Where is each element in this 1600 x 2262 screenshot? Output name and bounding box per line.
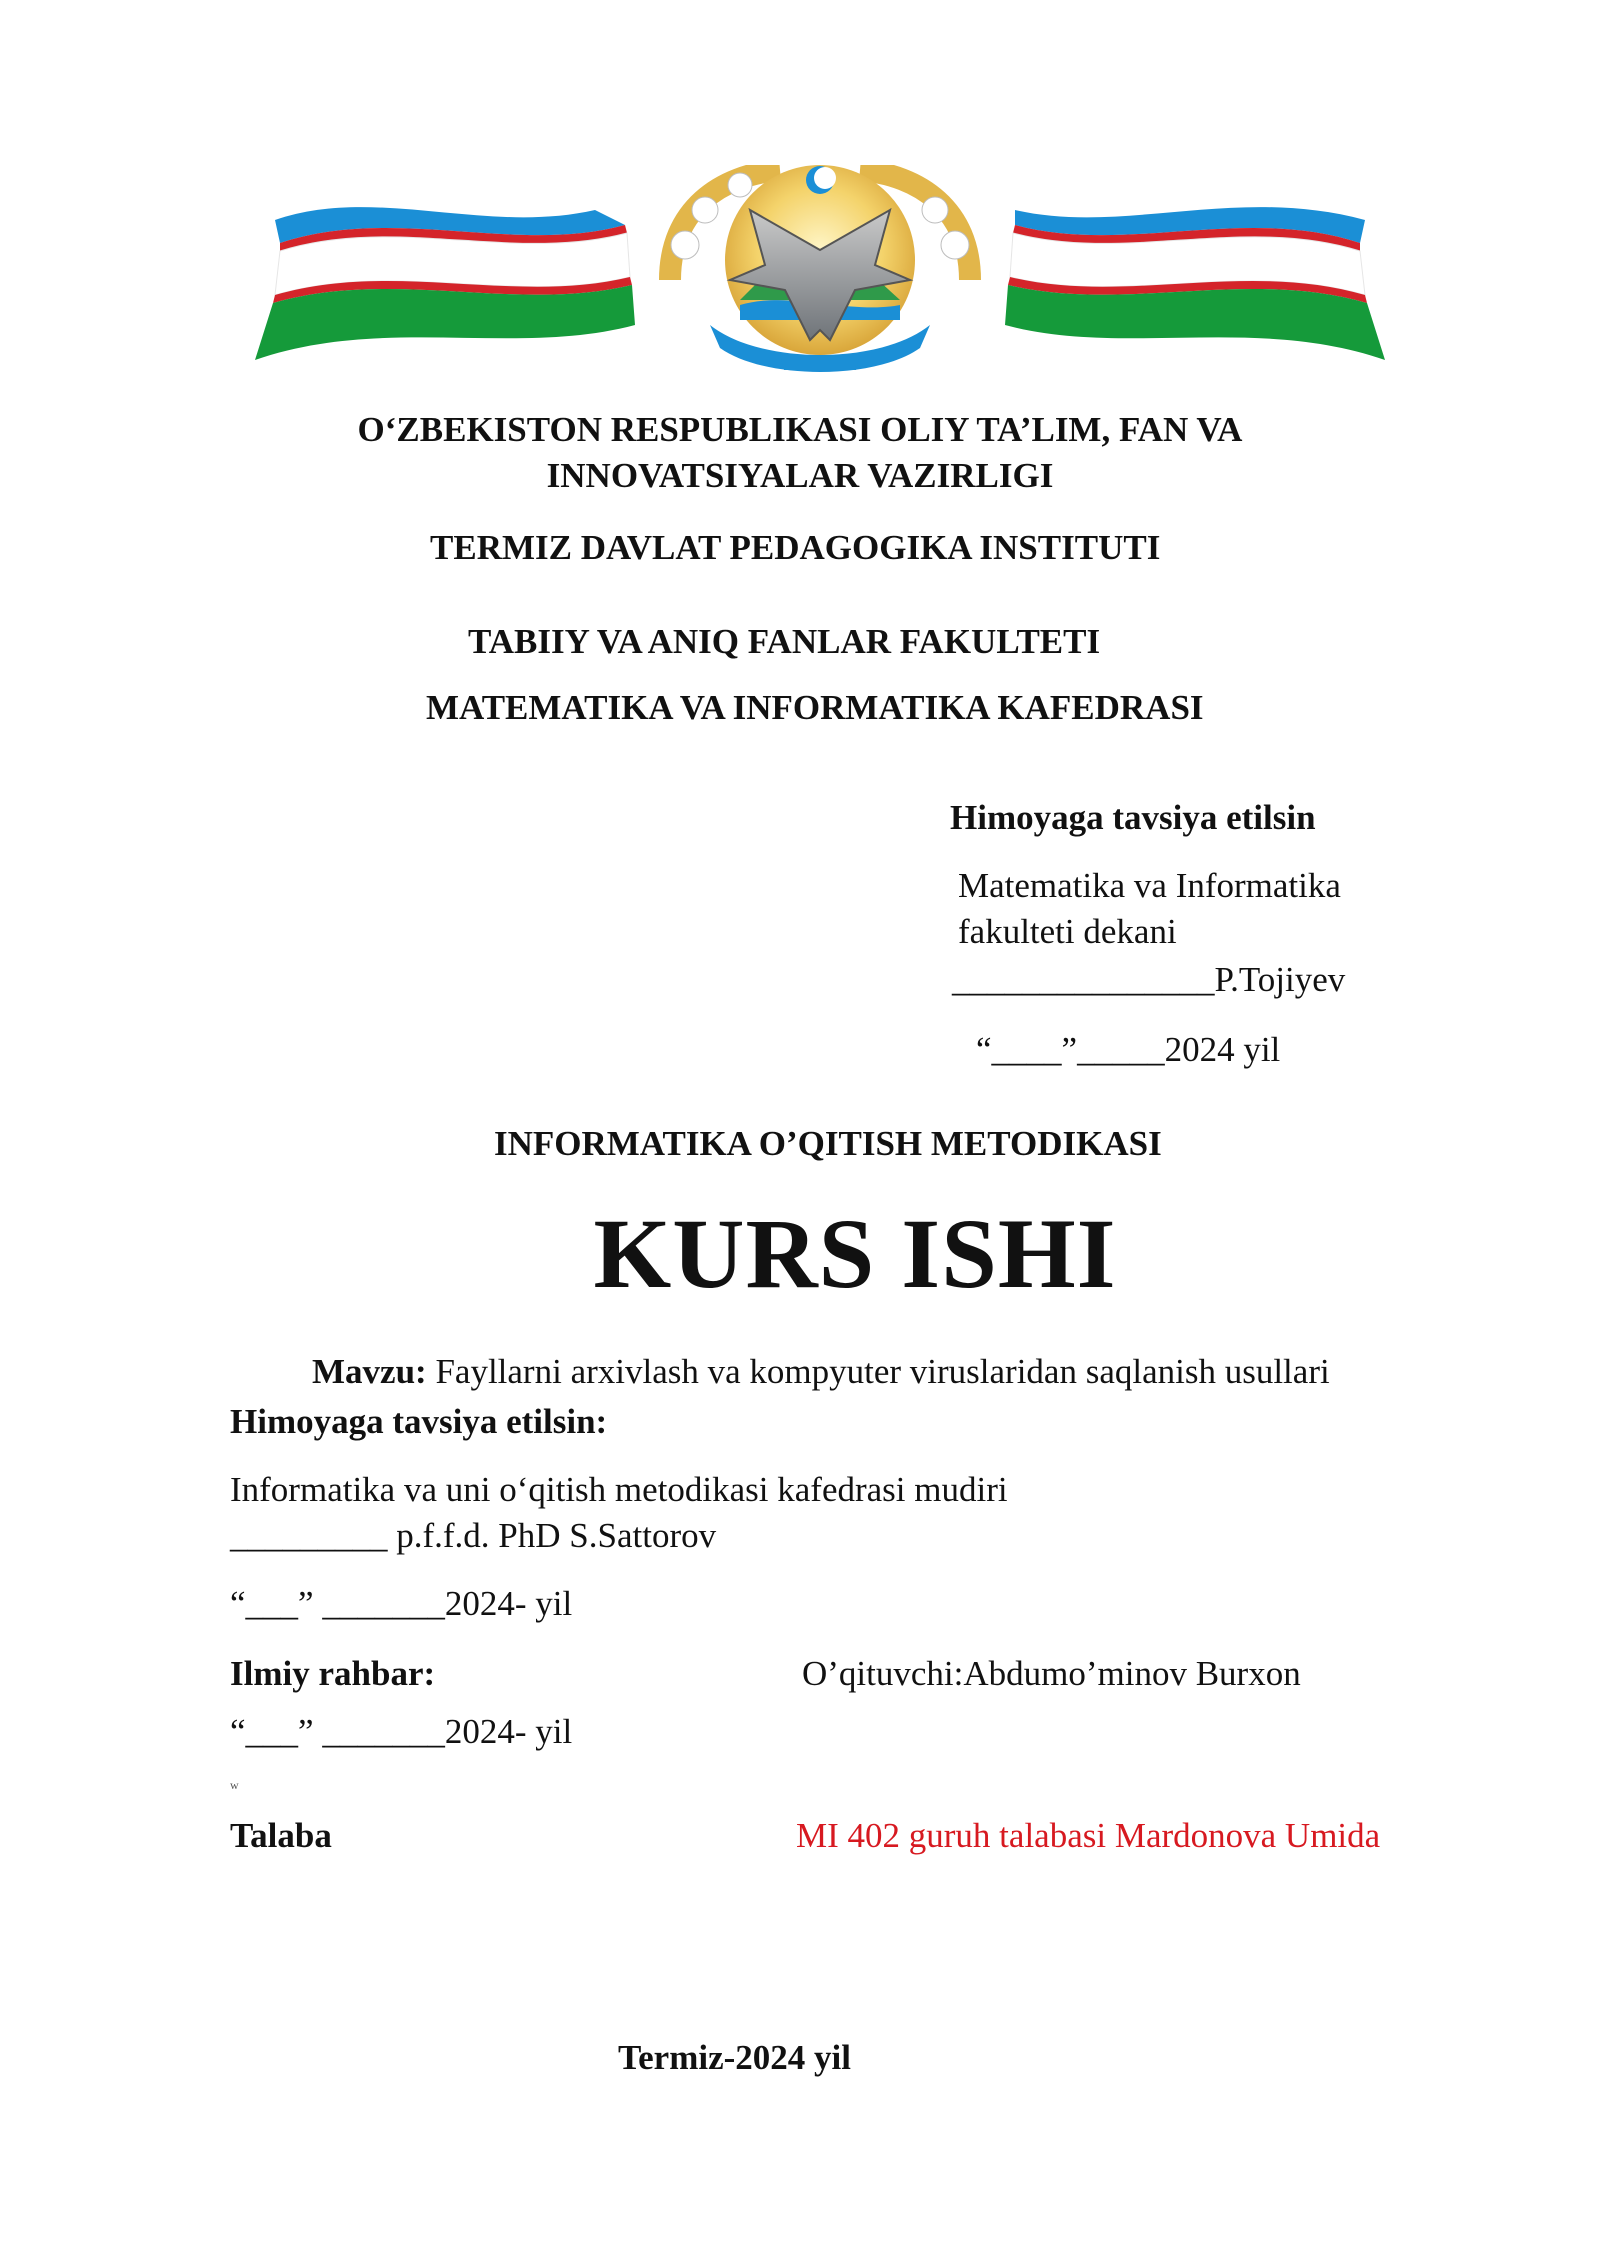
approval-bottom-signature: _________ p.f.f.d. PhD S.Sattorov [230, 1516, 717, 1555]
faculty-name: TABIIY VA ANIQ FANLAR FAKULTETI [468, 622, 1101, 661]
footer-place-year: Termiz-2024 yil [618, 2038, 851, 2077]
approval-bottom-line1: Informatika va uni o‘qitish metodikasi kafedrasi mudiri [230, 1470, 1008, 1509]
ministry-title-line2: INNOVATSIYALAR VAZIRLIGI [546, 456, 1054, 495]
student-name: MI 402 guruh talabasi Mardonova Umida [796, 1816, 1381, 1855]
flag-right [1005, 207, 1385, 360]
approval-top-date: “____”_____2024 yil [976, 1030, 1281, 1069]
approval-top-line1: Matematika va Informatika [958, 866, 1341, 905]
supervisor-teacher: O’qituvchi:Abdumo’minov Burxon [802, 1654, 1301, 1693]
topic-label: Mavzu: [312, 1352, 427, 1391]
topic-line [312, 1352, 1330, 1392]
topic-value: Fayllarni arxivlash va kompyuter viruslaridan saqlanish usullari [426, 1352, 1330, 1391]
document-type-title: KURS ISHI [593, 1198, 1117, 1309]
student-label: Talaba [230, 1816, 332, 1855]
ministry-title-line1: O‘ZBEKISTON RESPUBLIKASI OLIY TA’LIM, FAN VA [357, 410, 1243, 449]
department-name: MATEMATIKA VA INFORMATIKA KAFEDRASI [426, 688, 1204, 727]
approval-bottom-heading: Himoyaga tavsiya etilsin: [230, 1402, 608, 1441]
approval-top-heading: Himoyaga tavsiya etilsin [950, 798, 1316, 837]
approval-top-line2: fakulteti dekani [958, 912, 1177, 951]
approval-bottom-date: “___” _______2024- yil [230, 1584, 573, 1623]
institute-name: TERMIZ DAVLAT PEDAGOGIKA INSTITUTI [430, 528, 1161, 567]
state-emblem-flag-banner [255, 165, 1385, 375]
approval-top-signature: _______________P.Tojiyev [952, 960, 1346, 999]
state-emblem [650, 165, 990, 375]
subject-title: INFORMATIKA O’QITISH METODIKASI [494, 1124, 1162, 1163]
stray-mark: w [230, 1778, 239, 1792]
supervisor-date: “___” _______2024- yil [230, 1712, 573, 1751]
flag-left [255, 207, 635, 360]
supervisor-label: Ilmiy rahbar: [230, 1654, 436, 1693]
